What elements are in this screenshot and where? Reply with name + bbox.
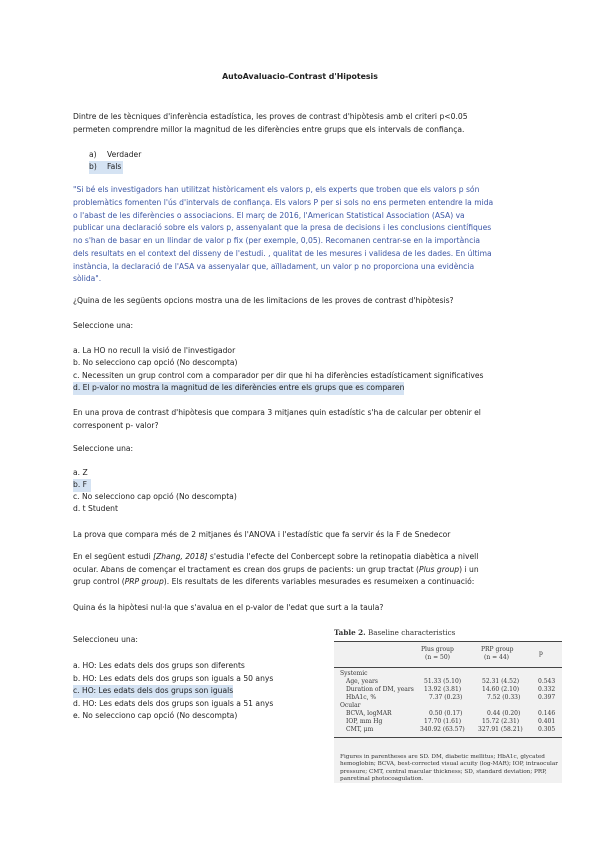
row-cmt-plus: 340.92 (63.57) <box>420 726 465 733</box>
row-hba1c-p: 0.397 <box>538 694 556 701</box>
q4-citation: [Zhang, 2018] <box>153 552 208 561</box>
q3-explanation: La prova que compara més de 2 mitjanes és l'ANOVA i l'estadístic que fa servir és la F de Snedecor <box>73 530 451 539</box>
q2-option-b[interactable]: b. No selecciono cap opció (No descompta) <box>73 358 238 367</box>
row-duration-plus: 13.92 (3.81) <box>424 686 462 693</box>
header-prp-line2: (n = 44) <box>484 654 510 661</box>
q1-quote-line2: problemàtics fomenten l'ús d'intervals de confiança. Els valors P per si sols no ens permeten entendre la mida <box>73 198 494 207</box>
table-caption <box>334 628 455 637</box>
q4-intro-line2-a: ocular. Abans de començar el tractament es crean dos grups de pacients: un grup tractat ( <box>73 565 420 574</box>
row-duration-prp: 14.60 (2.10) <box>482 686 520 693</box>
q4-intro-line1-b: s'estudia l'efecte del Conbercept sobre la retinopatia diabètica a nivell <box>207 552 479 561</box>
header-plus-line1: Plus group <box>421 646 454 653</box>
q4-intro-line1-a: En el següent estudi <box>73 552 154 561</box>
header-prp-line1: PRP group <box>481 646 514 653</box>
row-bcva-prp: 0.44 (0.20) <box>487 710 521 717</box>
row-cmt-label: CMT, μm <box>346 726 374 733</box>
q4-prompt: Seleccioneu una: <box>73 635 138 644</box>
q1-option-a-label: Verdader <box>107 150 142 159</box>
section-systemic: Systemic <box>340 670 368 677</box>
q2-option-a[interactable]: a. La HO no recull la visió de l'investigador <box>73 346 236 355</box>
q4-option-d[interactable]: d. HO: Les edats dels dos grups son iguals a 51 anys <box>73 699 274 708</box>
row-hba1c-label: HbA1c, % <box>346 694 377 701</box>
q1-option-b-label: Fals <box>107 162 122 171</box>
table-footnote: Figures in parentheses are SD. DM, diabetic mellitus; HbA1c, glycated hemoglobin; BCVA, best-corrected visual acuity (log-MAR); IOP, intraocular pressure; CMT, central macular thickness; SD, standard deviation; PRP, panretinal photocoagulation. <box>340 754 558 782</box>
row-iop-prp: 15.72 (2.31) <box>482 718 520 725</box>
q1-text-line1: Dintre de les tècniques d'inferència estadística, les proves de contrast d'hipòtesis amb el criteri p<0.05 <box>73 112 468 121</box>
header-plus-line2: (n = 50) <box>425 654 451 661</box>
q1-quote-line7: instància, la declaració de l'ASA va assenyalar que, aïlladament, un valor p no proporciona una evidència <box>73 262 475 271</box>
q4-intro-line3-a: grup control ( <box>73 577 125 586</box>
table-caption-text: Baseline characteristics <box>365 628 456 637</box>
q1-quote-line1: "Si bé els investigadors han utilitzat històricament els valors p, els experts que troben que els valors p són <box>73 185 480 194</box>
row-duration-label: Duration of DM, years <box>346 686 414 693</box>
q2-option-d-selected[interactable]: d. El p-valor no mostra la magnitud de les diferències entre els grups que es comparen <box>73 382 404 395</box>
q3-option-a[interactable]: a. Z <box>73 468 88 477</box>
q1-text-line2: permeten comprendre millor la magnitud de les diferències entre grups que els intervals de confiança. <box>73 125 465 134</box>
q4-option-e[interactable]: e. No selecciono cap opció (No descompta) <box>73 711 238 720</box>
q1-quote-line4: publicar una declaració sobre els valors p, assenyalant que la presa de decisions i les conclusions científiques <box>73 223 492 232</box>
row-iop-plus: 17.70 (1.61) <box>424 718 462 725</box>
q4-option-b[interactable]: b. HO: Les edats dels dos grups son iguals a 50 anys <box>73 674 274 683</box>
row-age-p: 0.543 <box>538 678 556 685</box>
q4-intro-line1 <box>73 551 478 564</box>
q1-quote-line8: sòlida". <box>73 274 102 283</box>
q4-option-a[interactable]: a. HO: Les edats dels dos grups son diferents <box>73 661 245 670</box>
q1-quote-line3: o l'abast de les diferències o associacions. El març de 2016, l'American Statistical Association (ASA) va <box>73 211 465 220</box>
page-title: AutoAvaluacio-Contrast d'Hipotesis <box>222 72 378 81</box>
row-cmt-p: 0.305 <box>538 726 556 733</box>
table-bottom-rule <box>334 737 562 738</box>
row-duration-p: 0.332 <box>538 686 556 693</box>
q1-option-a[interactable] <box>89 149 141 162</box>
q1-option-b-letter: b) <box>89 162 97 171</box>
row-age-plus: 51.33 (5.10) <box>424 678 462 685</box>
table-caption-label: Table 2. <box>334 628 366 637</box>
q1-quote-line5: no s'han de basar en un llindar de valor p fix (per exemple, 0,05). Recomanen centrar-se en la importància <box>73 236 481 245</box>
row-age-prp: 52.31 (4.52) <box>482 678 520 685</box>
table-header-rule <box>334 667 562 668</box>
q4-prp-group-term: PRP group <box>124 577 164 586</box>
q2-option-c[interactable]: c. Necessiten un grup control com a comparador per dir que hi ha diferències estadísticament significatives <box>73 371 484 380</box>
q1-option-b-selected[interactable] <box>89 161 123 174</box>
row-bcva-p: 0.146 <box>538 710 556 717</box>
q4-option-c-selected[interactable]: c. HO: Les edats dels dos grups son iguals <box>73 685 233 698</box>
q2-prompt: Seleccione una: <box>73 321 134 330</box>
q4-question: Quina és la hipòtesi nul·la que s'avalua en el p-valor de l'edat que surt a la taula? <box>73 603 384 612</box>
header-p: p <box>539 650 543 657</box>
q3-option-b-selected[interactable]: b. F <box>73 479 91 492</box>
row-age-label: Age, years <box>346 678 379 685</box>
table-box <box>334 641 562 783</box>
q4-plus-group-term: Plus group <box>419 565 460 574</box>
q4-intro-line3 <box>73 576 474 589</box>
row-hba1c-prp: 7.52 (0.33) <box>487 694 521 701</box>
row-bcva-plus: 0.50 (0.17) <box>429 710 463 717</box>
row-hba1c-plus: 7.37 (0.23) <box>429 694 463 701</box>
section-ocular: Ocular <box>340 702 361 709</box>
q4-intro-line2 <box>73 564 479 577</box>
q1-option-a-letter: a) <box>89 150 97 159</box>
q1-quote-line6: dels resultats en el context del disseny de l'estudi. , qualitat de les mesures i validesa de les dades. En última <box>73 249 492 258</box>
q3-option-c[interactable]: c. No selecciono cap opció (No descompta) <box>73 492 237 501</box>
q4-intro-line2-b: ) i un <box>459 565 479 574</box>
row-bcva-label: BCVA, logMAR <box>346 710 392 717</box>
q3-prompt: Seleccione una: <box>73 444 134 453</box>
row-cmt-prp: 327.91 (58.21) <box>478 726 523 733</box>
table-top-rule <box>334 641 562 642</box>
q3-option-d[interactable]: d. t Student <box>73 504 118 513</box>
q3-question-line1: En una prova de contrast d'hipòtesis que compara 3 mitjanes quin estadístic s'ha de calcular per obtenir el <box>73 408 481 417</box>
q3-question-line2: corresponent p- valor? <box>73 421 159 430</box>
q2-question: ¿Quina de les següents opcions mostra una de les limitacions de les proves de contrast d'hipòtesis? <box>73 296 454 305</box>
baseline-table-figure <box>334 628 562 783</box>
q4-intro-line3-b: ). Els resultats de les diferents variables mesurades es resumeixen a continuació: <box>163 577 475 586</box>
row-iop-label: IOP, mm Hg <box>346 718 383 725</box>
row-iop-p: 0.401 <box>538 718 556 725</box>
